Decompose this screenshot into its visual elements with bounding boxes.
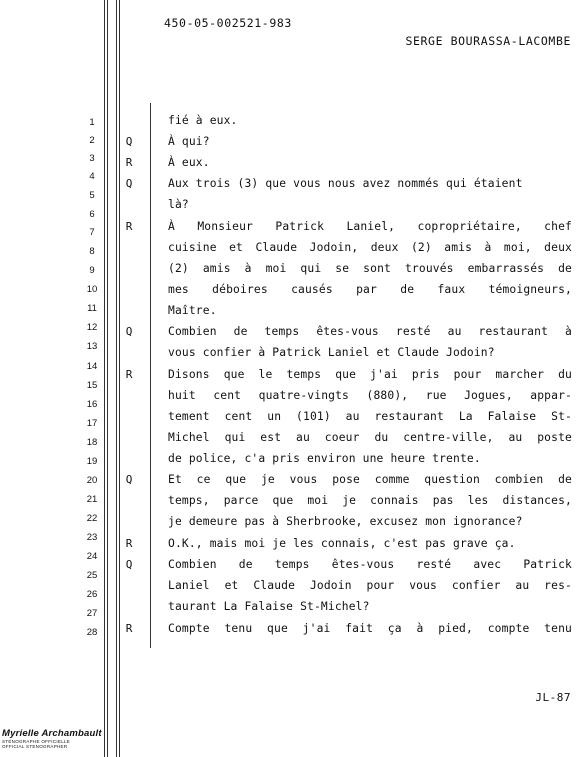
- transcript-line: temps, parce que moi je connais pas les distances,: [168, 494, 572, 507]
- line-number: 5: [89, 190, 95, 201]
- speaker-marker: R: [125, 220, 133, 233]
- speaker-column-rule: [150, 103, 151, 648]
- transcript-line: À Monsieur Patrick Laniel, copropriétaire, chef: [168, 220, 572, 233]
- transcript-line: mes déboires causés par de faux témoigneurs,: [168, 283, 572, 296]
- stenographer-title-en: OFFICIAL STENOGRAPHER: [2, 744, 68, 749]
- line-number: 3: [89, 153, 95, 164]
- line-number: 10: [86, 284, 98, 295]
- line-number: 13: [86, 341, 98, 352]
- line-number: 22: [86, 513, 98, 524]
- transcript-line: Laniel et Claude Jodoin pour vous confier au res-: [168, 579, 572, 592]
- speaker-marker: Q: [125, 473, 133, 486]
- transcript-line: À qui?: [168, 135, 210, 148]
- transcript-line: O.K., mais moi je les connais, c'est pas grave ça.: [168, 537, 516, 550]
- line-number: 8: [89, 246, 95, 257]
- speaker-marker: R: [125, 156, 133, 169]
- transcript-line: vous confier à Patrick Laniel et Claude Jodoin?: [168, 346, 495, 359]
- speaker-marker: R: [125, 622, 133, 635]
- transcript-line: À eux.: [168, 156, 210, 169]
- transcript-line: huit cent quatre-vingts (880), rue Jogues, appar-: [168, 389, 572, 402]
- stenographer-stamp: [2, 728, 102, 749]
- line-number: 24: [86, 551, 98, 562]
- transcript-line: Combien de temps êtes-vous resté au restaurant à: [168, 325, 572, 338]
- line-number: 19: [86, 456, 98, 467]
- line-number: 15: [86, 380, 98, 391]
- left-margin-rule-1: [104, 0, 105, 757]
- line-number: 11: [87, 303, 97, 314]
- line-number: 2: [89, 135, 95, 146]
- transcript-line: je demeure pas à Sherbrooke, excusez mon ignorance?: [168, 515, 523, 528]
- transcript-line: (2) amis à moi qui se sont trouvés embarrassés de: [168, 262, 572, 275]
- line-number: 27: [86, 608, 98, 619]
- line-number: 4: [89, 171, 95, 182]
- line-number: 12: [86, 322, 98, 333]
- transcript-line: fié à eux.: [168, 114, 238, 127]
- transcript-line: de police, c'a pris environ une heure trente.: [168, 452, 481, 465]
- transcript-line: Maître.: [168, 304, 217, 317]
- page-reference: JL-87: [535, 691, 571, 704]
- transcript-line: Disons que le temps que j'ai pris pour marcher du: [168, 368, 572, 381]
- witness-name: SERGE BOURASSA-LACOMBE: [405, 34, 571, 48]
- file-number: 450-05-002521-983: [164, 16, 292, 30]
- line-number: 18: [86, 437, 98, 448]
- transcript-line: tement cent un (101) au restaurant La Falaise St-: [168, 410, 572, 423]
- speaker-marker: R: [125, 368, 133, 381]
- stenographer-name: Myrielle Archambault: [2, 728, 102, 739]
- transcript-line: là?: [168, 198, 189, 211]
- line-number: 9: [89, 265, 95, 276]
- line-number: 7: [89, 227, 95, 238]
- speaker-marker: Q: [125, 135, 133, 148]
- speaker-marker: R: [125, 537, 133, 550]
- line-number: 25: [86, 570, 98, 581]
- line-number: 17: [86, 418, 98, 429]
- line-number: 20: [86, 475, 98, 486]
- transcript-line: cuisine et Claude Jodoin, deux (2) amis à moi, deux: [168, 241, 572, 254]
- transcript-line: Combien de temps êtes-vous resté avec Patrick: [168, 558, 572, 571]
- transcript-line: Aux trois (3) que vous nous avez nommés qui étaient: [168, 177, 523, 190]
- left-margin-rule-4: [119, 0, 120, 757]
- line-number: 6: [89, 209, 95, 220]
- line-number: 16: [86, 399, 98, 410]
- line-number: 23: [86, 532, 98, 543]
- transcript-line: Michel qui est au coeur du centre-ville, au poste: [168, 431, 572, 444]
- line-number: 28: [86, 627, 98, 638]
- line-number: 1: [89, 117, 95, 128]
- line-number: 26: [86, 589, 98, 600]
- line-number: 14: [86, 361, 98, 372]
- line-number: 21: [86, 494, 98, 505]
- speaker-marker: Q: [125, 325, 133, 338]
- left-margin-rule-3: [116, 0, 117, 757]
- transcript-line: Compte tenu que j'ai fait ça à pied, compte tenu: [168, 622, 572, 635]
- stenographer-title-fr: STÉNOGRAPHE OFFICIELLE: [2, 739, 71, 744]
- speaker-marker: Q: [125, 177, 133, 190]
- transcript-line: taurant La Falaise St-Michel?: [168, 600, 370, 613]
- left-margin-rule-2: [107, 0, 108, 757]
- transcript-line: Et ce que je vous pose comme question combien de: [168, 473, 572, 486]
- speaker-marker: Q: [125, 558, 133, 571]
